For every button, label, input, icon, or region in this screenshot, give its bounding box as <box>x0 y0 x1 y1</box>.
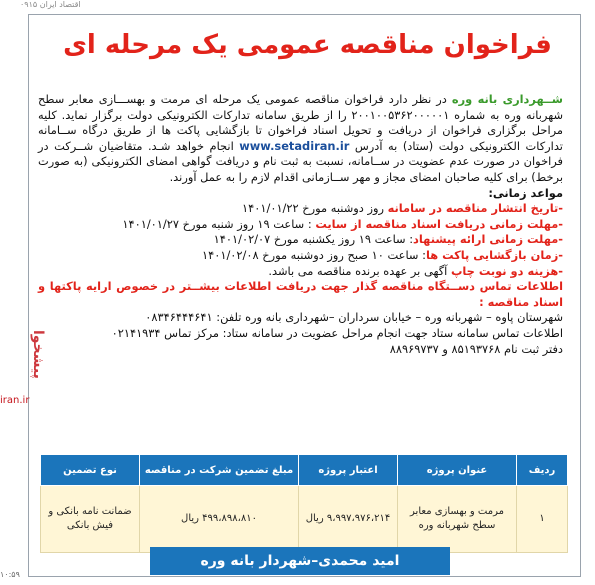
contact-line: دفتر ثبت نام ۸۵۱۹۳۷۶۸ و ۸۸۹۶۹۷۳۷ <box>389 341 563 356</box>
date-line <box>38 201 563 217</box>
corner-label: ۱۰:۵۹ <box>0 570 20 579</box>
cell-guarantee-amount: ۴۹۹،۸۹۸،۸۱۰ ریال <box>140 486 299 553</box>
cell-budget: ۹،۹۹۷،۹۷۶،۲۱۴ ریال <box>299 486 398 553</box>
side-watermark: پیشخوا <box>30 330 46 379</box>
intro-text-1: در نظر دارد فراخوان مناقصه عمومی یک مرحله ای مرمت و بهســـازی معابر سطح شهربانه وره به شماره ۲۰۰۱۰۰۵۳۶۲۰۰۰۰۰۱ را از طریق سامانه تدارکات الکترونیکی دولت برگزار نماید. کلیه مراحل برگزاری فراخوان از دریافت و تحویل اسناد فراخوان تا بازگشایی پاکت ها از طریق درگاه ســامانه تدارکات الکترونیکی دولت (ستاد) به آدرس <box>38 92 564 153</box>
cell-guarantee-type: ضمانت نامه بانکی و فیش بانکی <box>41 486 140 553</box>
tender-table <box>40 454 568 553</box>
date-value: روز دوشنبه مورخ ۱۴۰۱/۰۱/۲۲ <box>242 201 388 216</box>
intro-text-2: انجام خواهد شـد. متقاضیان شــرکت در فراخوان در صورت عدم عضویت در ســامانه، نسبت به ثبت نام و دریافت گواهی امضای الکترونیکی (به صورت برخط) برای کلیه صاحبان امضای مجاز و مهر ســازمانی اقدام لازم را به عمل آورند. <box>38 138 563 184</box>
contact-line: اطلاعات تماس سامانه ستاد جهت انجام مراحل عضویت در سامانه ستاد: مرکز تماس ۰۲۱۴۱۹۳۴ <box>111 325 563 340</box>
top-cut-text: ۰۹۱۵ اقتصاد ایران <box>20 0 81 9</box>
contact-line: شهرستان پاوه – شهربانه وره – خیابان سرداران –شهرداری بانه وره تلفن: ۰۸۳۴۶۴۴۴۶۴۱ <box>145 310 563 325</box>
date-line <box>38 264 563 280</box>
signature-bar: امید محمدی–شهردار بانه وره <box>150 547 450 575</box>
date-label: -زمان بازگشایی پاکت ها <box>425 247 563 262</box>
notice-body <box>38 92 563 357</box>
cell-title: مرمت و بهسازی معابر سطح شهربانه وره <box>398 486 517 553</box>
date-label: -مهلت زمانی دریافت اسناد مناقصه از سایت <box>315 216 563 231</box>
col-header-index: ردیف <box>517 455 568 486</box>
side-url: iran.ir <box>0 395 30 406</box>
date-label: -تاریخ انتشار مناقصه در سامانه <box>387 201 563 216</box>
org-name: شــهرداری بانه وره <box>451 92 563 106</box>
date-label: -مهلت زمانی ارائه پیشنهاد <box>413 232 563 247</box>
date-line <box>38 217 563 233</box>
date-value: : ساعت ۱۰ صبح روز دوشنبه مورخ ۱۴۰۱/۰۲/۰۸ <box>201 247 426 262</box>
date-label: -هزینه دو نوبت چاپ <box>450 263 563 278</box>
date-line <box>38 248 563 264</box>
intro-paragraph <box>38 92 563 186</box>
date-line <box>38 232 563 248</box>
dates-title: مواعد زمانی: <box>488 185 563 200</box>
col-header-budget: اعتبار پروژه <box>299 455 398 486</box>
col-header-guarantee-amount: مبلغ تضمین شرکت در مناقصه <box>140 455 299 486</box>
col-header-guarantee-type: نوع تضمین <box>41 455 140 486</box>
notice-title: فراخوان مناقصه عمومی یک مرحله ای <box>63 30 552 60</box>
table-header-row <box>41 455 568 486</box>
date-value: : ساعت ۱۹ روز یکشنبه مورخ ۱۴۰۱/۰۲/۰۷ <box>213 232 414 247</box>
date-value: آگهی بر عهده برنده مناقصه می باشد. <box>268 263 451 278</box>
table-row <box>41 486 568 553</box>
contact-title: اطلاعات تماس دســتگاه مناقصه گذار جهت دریافت اطلاعات بیشــتر در خصوص ارایه پاکتها و اسناد مناقصه : <box>38 279 563 309</box>
col-header-title: عنوان پروژه <box>398 455 517 486</box>
cell-index: ۱ <box>517 486 568 553</box>
setad-link[interactable]: www.setadiran.ir <box>239 138 350 153</box>
date-value: : ساعت ۱۹ روز شنبه مورخ ۱۴۰۱/۰۱/۲۷ <box>122 216 316 231</box>
